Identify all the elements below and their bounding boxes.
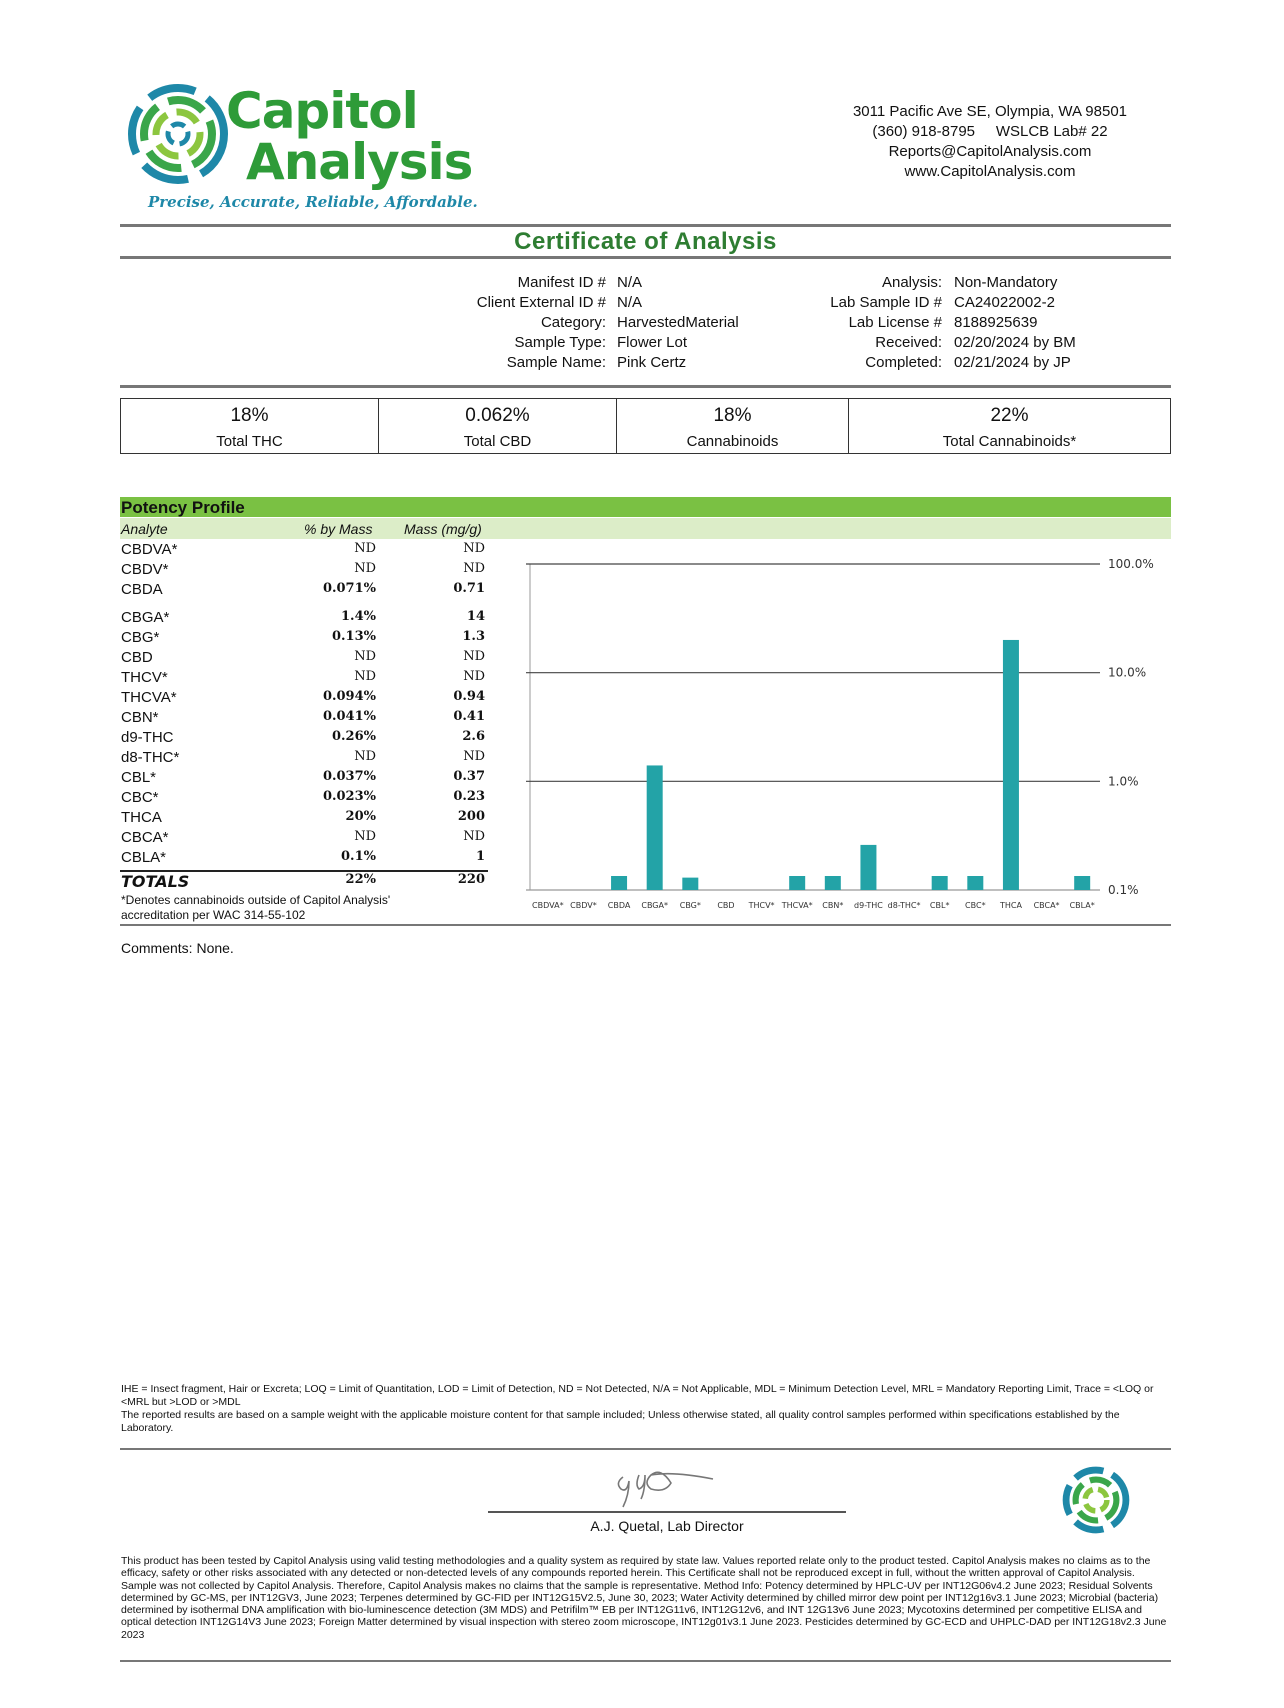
info-value: 02/20/2024 by BM (954, 334, 1076, 351)
legal-abbreviations: IHE = Insect fragment, Hair or Excreta; LOQ = Limit of Quantitation, LOD = Limit of Detection, ND = Not Detected, N/A = Not Applicable, MDL = Minimum Detection Level, MRL = Mandatory Reporting Limit, Trace = <LOQ or <MRL but >LOD or >MDL (121, 1383, 1154, 1408)
lab-contact-block (820, 102, 1160, 182)
chart-bar (647, 765, 663, 890)
summary-value: 0.062% (465, 405, 530, 426)
lab-email[interactable]: Reports@CapitolAnalysis.com (888, 143, 1092, 160)
analyte-name: CBGA* (121, 609, 170, 626)
summary-cell-cannabinoids (617, 399, 849, 453)
logo-word-capitol: Capitol (226, 82, 418, 140)
chart-bar (1003, 640, 1019, 890)
chart-x-tick-label: THCVA* (781, 901, 813, 910)
analyte-mass: 1 (475, 849, 485, 864)
table-row (120, 769, 488, 789)
legal-abbreviations-block (121, 1383, 1171, 1435)
info-value: 02/21/2024 by JP (954, 354, 1071, 371)
summary-cell-total-cannabinoids (849, 399, 1170, 453)
analyte-mass: 0.23 (453, 789, 485, 804)
analyte-pct: 0.094% (322, 689, 376, 704)
analyte-mass: ND (463, 829, 485, 844)
summary-totals (120, 398, 1171, 454)
totals-label: TOTALS (121, 872, 190, 891)
col-header-analyte: Analyte (121, 521, 168, 537)
info-label: Received: (875, 334, 942, 351)
analyte-name: THCVA* (121, 689, 177, 706)
analyte-pct: ND (354, 561, 376, 576)
info-value: 8188925639 (954, 314, 1038, 331)
analyte-pct: 0.023% (322, 789, 376, 804)
capitol-analysis-seal-icon (1062, 1466, 1130, 1534)
analyte-name: CBLA* (121, 849, 167, 866)
analyte-pct: 0.26% (331, 729, 376, 744)
analyte-pct: 20% (345, 809, 376, 824)
page-bottom-rule (120, 1660, 1171, 1662)
table-row (120, 689, 488, 709)
chart-x-tick-label: CBD (717, 901, 735, 910)
analyte-pct: 1.4% (341, 609, 376, 624)
info-label: Sample Name: (506, 354, 606, 371)
lab-address: 3011 Pacific Ave SE, Olympia, WA 98501 (852, 103, 1128, 120)
analyte-pct: ND (354, 541, 376, 556)
signature-line (488, 1511, 846, 1513)
chart-y-tick-label: 1.0% (1108, 774, 1139, 789)
summary-cell-total-cbd (379, 399, 617, 453)
summary-label: Total Cannabinoids* (942, 433, 1077, 450)
analyte-pct: ND (354, 829, 376, 844)
analyte-mass: 200 (457, 809, 485, 824)
table-row (120, 789, 488, 809)
table-row (120, 609, 488, 629)
analyte-name: CBDA (121, 581, 163, 598)
chart-x-tick-label: d9-THC (854, 901, 883, 910)
table-row (120, 649, 488, 669)
chart-x-tick-label: CBCA* (1033, 901, 1060, 910)
info-value: CA24022002-2 (954, 294, 1055, 311)
potency-profile-title: Potency Profile (121, 498, 245, 517)
analyte-name: CBC* (121, 789, 159, 806)
chart-x-tick-label: CBLA* (1069, 901, 1095, 910)
table-row (120, 729, 488, 749)
chart-y-tick-label: 10.0% (1108, 665, 1147, 680)
analyte-mass: ND (463, 649, 485, 664)
signature-name: A.J. Quetal, Lab Director (590, 1518, 744, 1534)
potency-header-bar (120, 497, 1171, 517)
chart-x-tick-label: CBL* (929, 901, 950, 910)
analyte-pct: ND (354, 749, 376, 764)
summary-value: 18% (713, 405, 752, 426)
chart-y-tick-label: 100.0% (1108, 557, 1154, 571)
chart-x-tick-label: CBC* (965, 901, 986, 910)
analyte-name: CBCA* (121, 829, 169, 846)
signature-top-rule (120, 1448, 1171, 1450)
info-value: Flower Lot (617, 334, 688, 351)
analyte-mass: ND (463, 749, 485, 764)
chart-x-tick-label: CBDA (607, 901, 631, 910)
info-label: Analysis: (881, 274, 942, 291)
info-label: Lab Sample ID # (830, 294, 942, 311)
totals-row (120, 872, 488, 892)
title-top-rule (120, 224, 1171, 227)
analyte-name: CBL* (121, 769, 157, 786)
summary-value: 22% (990, 405, 1029, 426)
summary-label: Total CBD (463, 433, 532, 450)
analyte-name: CBDVA* (121, 541, 178, 558)
potency-bottom-rule (120, 924, 1171, 926)
accreditation-note: *Denotes cannabinoids outside of Capitol Analysis' accreditation per WAC 314-55-102 (121, 893, 391, 922)
table-row (120, 561, 488, 581)
analyte-pct: 0.041% (322, 709, 376, 724)
chart-x-tick-label: d8-THC* (887, 901, 921, 910)
legal-results-statement: The reported results are based on a sample weight with the applicable moisture content for that sample included; Unless otherwise stated, all quality control samples performed within specifications established by the Laboratory. (121, 1409, 1120, 1434)
certificate-title: Certificate of Analysis (514, 228, 777, 255)
chart-x-tick-label: CBDVA* (532, 901, 564, 910)
lab-website[interactable]: www.CapitolAnalysis.com (904, 163, 1076, 180)
analyte-name: CBD (121, 649, 153, 666)
analyte-mass: ND (463, 541, 485, 556)
summary-cell-total-thc (121, 399, 379, 453)
analyte-name: CBDV* (121, 561, 169, 578)
title-bottom-rule (120, 256, 1171, 259)
summary-label: Cannabinoids (686, 433, 779, 450)
lab-phone-license: (360) 918-8795 WSLCB Lab# 22 (872, 123, 1108, 140)
chart-bar (789, 876, 805, 890)
analyte-pct: ND (354, 649, 376, 664)
info-value: Pink Certz (617, 354, 687, 371)
analyte-mass: ND (463, 669, 485, 684)
table-row (120, 809, 488, 829)
chart-bar (967, 876, 983, 890)
chart-x-tick-label: THCA (999, 901, 1022, 910)
analyte-mass: 0.41 (453, 709, 485, 724)
analyte-name: CBG* (121, 629, 160, 646)
chart-bar (860, 845, 876, 890)
analyte-name: CBN* (121, 709, 159, 726)
summary-value: 18% (230, 405, 269, 426)
chart-x-tick-label: CBN* (822, 901, 844, 910)
chart-x-tick-label: CBDV* (570, 901, 597, 910)
chart-bar (611, 876, 627, 890)
table-row (120, 669, 488, 689)
info-label: Sample Type: (514, 334, 606, 351)
potency-log-bar-chart (500, 550, 1160, 920)
info-value: HarvestedMaterial (617, 314, 739, 331)
col-header-pct-mass: % by Mass (304, 521, 373, 537)
table-row (120, 709, 488, 729)
info-label: Category: (540, 314, 606, 331)
disclaimer: This product has been tested by Capitol Analysis using valid testing methodologies and a quality system as required by state law. Values reported relate only to the product tested. Capitol Analysis makes no claims as to the efficacy, safety or other risks associated with any detected or non-detected levels of any compounds reported herein. This Certificate shall not be reproduced except in full, without the written approval of Capitol Analysis. Sample was not collected by Capitol Analysis. Therefore, Capitol Analysis makes no claims that the sample is representative. Method Info: Potency determined by HPLC-UV per INT12G06v4.2 June 2023; Residual Solvents determined by GC-MS, per INT12GV3, June 2023; Terpenes determined by GC-FID per INT12G15V2.5, June 30, 2023; Water Activity determined by chilled mirror dew point per INT12g16v3.1 June 2023; Microbial (bacteria) determined by isothermal DNA amplification with bio-luminescence detection (3M MDS) and Petrifilm™ EB per INT12G11v6, INT12G12v6, and INT 12G13v6 June 2023; Mycotoxins determined per competitive ELISA and optical detection INT12G14V3 June 2023; Foreign Matter determined by visual inspection with stereo zoom microscope, INT12g01v3.1 June 2023. Pesticides determined by GC-ECD and UHPLC-DAD per INT12G18v2.3 June 2023 (121, 1555, 1167, 1641)
signature-icon (605, 1455, 735, 1513)
info-label: Manifest ID # (517, 274, 606, 291)
potency-column-header-bar (120, 518, 1171, 539)
info-label: Lab License # (848, 314, 942, 331)
info-label: Completed: (865, 354, 942, 371)
analyte-pct: 0.037% (322, 769, 376, 784)
analyte-name: d8-THC* (121, 749, 180, 766)
analyte-mass: 2.6 (462, 729, 485, 744)
analyte-mass: 14 (466, 609, 485, 624)
analyte-pct: 0.13% (331, 629, 376, 644)
analyte-name: d9-THC (121, 729, 174, 746)
analyte-pct: 0.071% (322, 581, 376, 596)
table-row (120, 581, 488, 601)
col-header-mass-mg: Mass (mg/g) (404, 521, 482, 537)
analyte-mass: 1.3 (462, 629, 485, 644)
info-value: Non-Mandatory (954, 274, 1058, 291)
analyte-name: THCA (121, 809, 162, 826)
chart-x-tick-label: CBGA* (641, 901, 668, 910)
analyte-pct: ND (354, 669, 376, 684)
summary-label: Total THC (216, 433, 283, 450)
table-row (120, 629, 488, 649)
comments: Comments: None. (121, 940, 234, 956)
totals-mass: 220 (457, 872, 485, 887)
chart-bar (682, 878, 698, 890)
table-row (120, 749, 488, 769)
analyte-pct: 0.1% (341, 849, 376, 864)
logo-tagline: Precise, Accurate, Reliable, Affordable. (148, 193, 478, 211)
table-row (120, 829, 488, 849)
table-row (120, 541, 488, 561)
table-row (120, 849, 488, 869)
logo-word-analysis: Analysis (246, 133, 473, 191)
analyte-mass: 0.37 (453, 769, 485, 784)
info-bottom-rule (120, 385, 1171, 388)
info-label: Client External ID # (476, 294, 606, 311)
chart-x-tick-label: CBG* (679, 901, 701, 910)
chart-x-tick-label: THCV* (748, 901, 775, 910)
chart-y-tick-label: 0.1% (1108, 883, 1139, 897)
analyte-mass: 0.71 (453, 581, 485, 596)
capitol-analysis-logo-icon (128, 84, 228, 184)
totals-pct: 22% (345, 872, 376, 887)
analyte-name: THCV* (121, 669, 168, 686)
analyte-mass: 0.94 (453, 689, 485, 704)
info-value: N/A (617, 274, 643, 291)
info-value: N/A (617, 294, 643, 311)
chart-bar (932, 876, 948, 890)
analyte-mass: ND (463, 561, 485, 576)
chart-bar (825, 876, 841, 890)
chart-bar (1074, 876, 1090, 890)
